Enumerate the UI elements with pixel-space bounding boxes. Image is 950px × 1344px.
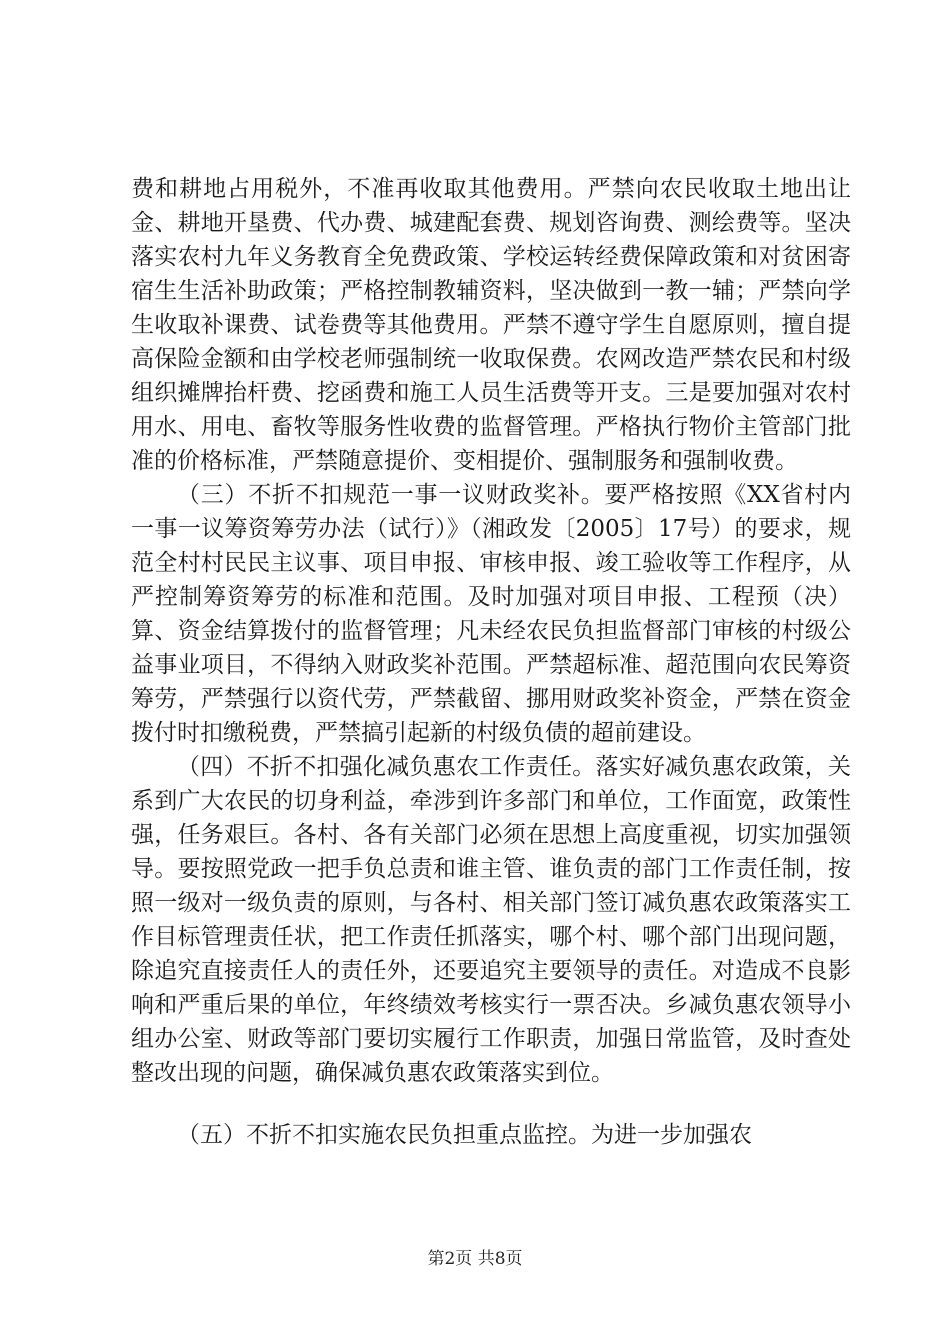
- paragraph-section-4: （四）不折不扣强化减负惠农工作责任。落实好减负惠农政策，关系到广大农民的切身利益，牵涉到许多部门和单位，工作面宽，政策性强，任务艰巨。各村、各有关部门必须在思想上高度重视，切实加强领导。要按照党政一把手负总责和谁主管、谁负责的部门工作责任制，按照一级对一级负责的原则，与各村、相关部门签订减负惠农政策落实工作目标管理责任状，把工作责任抓落实，哪个村、哪个部门出现问题，除追究直接责任人的责任外，还要追究主要领导的责任。对造成不良影响和严重后果的单位，年终绩效考核实行一票否决。乡减负惠农领导小组办公室、财政等部门要切实履行工作职责，加强日常监管，及时查处整改出现的问题，确保减负惠农政策落实到位。: [131, 754, 851, 1086]
- page-number-footer: 第2页 共8页: [427, 1249, 523, 1269]
- paragraph-continuation: 费和耕地占用税外，不准再收取其他费用。严禁向农民收取土地出让金、耕地开垦费、代办费、城建配套费、规划咨询费、测绘费等。坚决落实农村九年义务教育全免费政策、学校运转经费保障政策和对贫困寄宿生生活补助政策；严格控制教辅资料，坚决做到一教一辅；严禁向学生收取补课费、试卷费等其他费用。严禁不遵守学生自愿原则，擅自提高保险金额和由学校老师强制统一收取保费。农网改造严禁农民和村级组织摊牌抬杆费、挖函费和施工人员生活费等开支。三是要加强对农村用水、用电、畜牧等服务性收费的监督管理。严格执行物价主管部门批准的价格标准，严禁随意提价、变相提价、强制服务和强制收费。: [131, 176, 851, 474]
- paragraph-section-5: （五）不折不扣实施农民负担重点监控。为进一步加强农: [177, 1122, 752, 1148]
- document-body: [131, 172, 851, 1152]
- paragraph-section-3: （三）不折不扣规范一事一议财政奖补。要严格按照《XX省村内一事一议筹资筹劳办法（试行）》（湘政发〔2005〕17号）的要求，规范全村村民民主议事、项目申报、审核申报、竣工验收等工作程序，从严控制筹资筹劳的标准和范围。及时加强对项目申报、工程预（决）算、资金结算拨付的监督管理；凡未经农民负担监督部门审核的村级公益事业项目，不得纳入财政奖补范围。严禁超标准、超范围向农民筹资筹劳，严禁强行以资代劳，严禁截留、挪用财政奖补资金，严禁在资金拨付时扣缴税费，严禁搞引起新的村级负债的超前建设。: [131, 482, 851, 746]
